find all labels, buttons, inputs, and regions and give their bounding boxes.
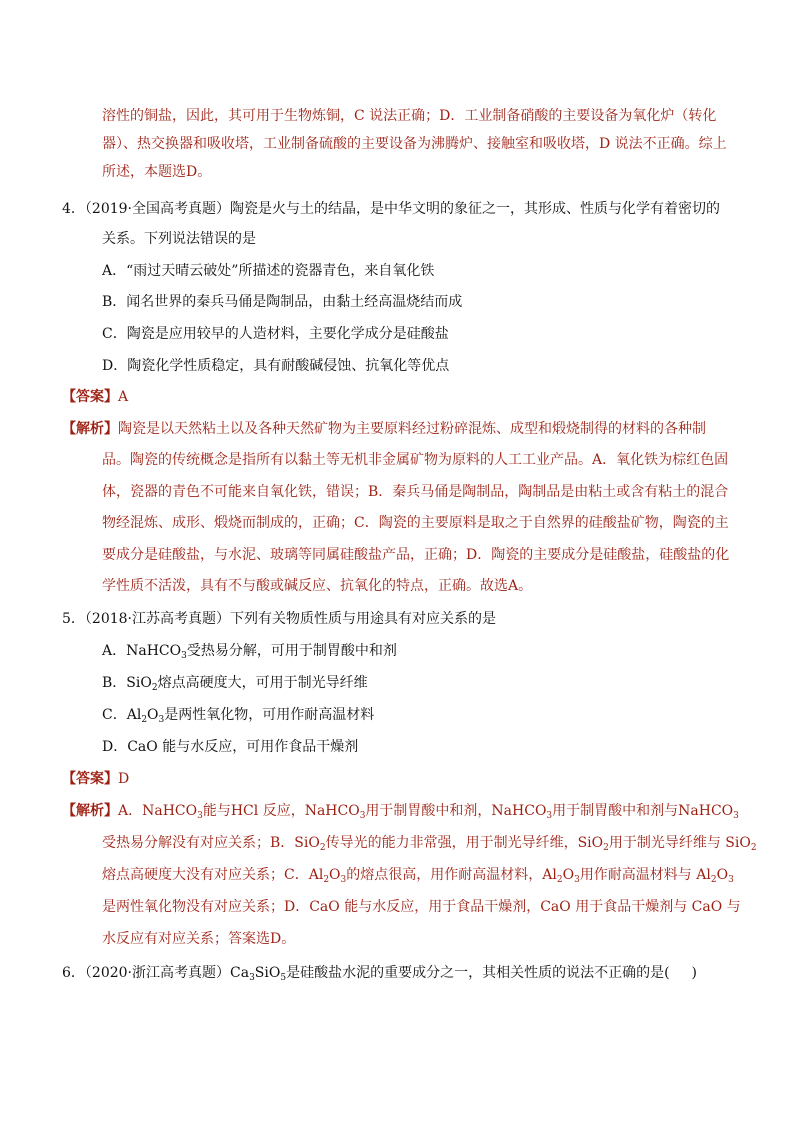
q5-a2-p2: 传导光的能力非常强，用于制光导纤维，SiO <box>325 835 604 851</box>
q5-option-b-label: B． <box>102 675 127 691</box>
q5-a3-s1: 2 <box>323 875 330 885</box>
q4-answer-label: 【答案】 <box>62 389 118 405</box>
prev-analysis-line-2: 器）、热交换器和吸收塔，工业制备硫酸的主要设备为沸腾炉、接触室和吸收塔，D 说法不正确。综上 <box>102 136 727 152</box>
q5-option-d: D．CaO 能与水反应，可用作食品干燥剂 <box>102 739 359 755</box>
q4-analysis-label: 【解析】 <box>62 421 118 437</box>
q5-option-c <box>102 705 794 725</box>
q5-analysis-line-5: 水反应有对应关系；答案选D。 <box>102 931 296 947</box>
q5-a1-s1: 3 <box>197 811 203 821</box>
q5-option-a-sub: 3 <box>181 651 187 661</box>
q5-option-c-sub-2: 3 <box>158 715 165 725</box>
q4-analysis-text-1: 陶瓷是以天然粘土以及各种天然矿物为主要原料经过粉碎混炼、成型和煅烧制得的材料的各种制 <box>118 421 706 437</box>
q4-stem-line-2: 关系。下列说法错误的是 <box>102 231 256 247</box>
q4-analysis-line-3: 体，瓷器的青色不可能来自氧化铁，错误；B．秦兵马俑是陶制品，陶制品是由粘土或含有粘土的混合 <box>102 484 729 500</box>
q5-answer-label: 【答案】 <box>62 771 118 787</box>
q5-analysis-line-4: 是两性氧化物没有对应关系；D．CaO 能与水反应，用于食品干燥剂，CaO 用于食品干燥剂与 CaO 与 <box>102 899 741 915</box>
q5-a3-s3: 2 <box>556 875 563 885</box>
q5-analysis-line-1 <box>62 801 794 821</box>
q5-a3-p5: 用作耐高温材料与 Al <box>579 867 711 883</box>
q5-option-b-chem: SiO <box>126 675 152 691</box>
q4-stem-line-1: 4．（2019·全国高考真题）陶瓷是火与土的结晶，是中华文明的象征之一，其形成、性质与化学有着密切的 <box>62 201 720 217</box>
q4-answer <box>62 387 794 407</box>
q5-a3-s2: 3 <box>340 875 347 885</box>
q5-a2-p3: 用于制光导纤维与 SiO <box>608 835 751 851</box>
q5-a3-s5: 2 <box>710 875 717 885</box>
q5-analysis-line-3 <box>102 865 794 885</box>
q4-analysis-line-2: 品。陶瓷的传统概念是指所有以黏土等无机非金属矿物为原料的人工工业产品。A．氧化铁为棕红色固 <box>102 452 729 468</box>
q4-analysis-line-6: 学性质不活泼，具有不与酸或碱反应、抗氧化的特点，正确。故选A。 <box>102 578 533 594</box>
q6-chem-1: Ca <box>230 965 250 981</box>
q5-a1-p3: 用于制胃酸中和剂，NaHCO <box>365 803 547 819</box>
q5-a1-p2: 能与HCl 反应，NaHCO <box>202 803 360 819</box>
prev-analysis-line-1: 溶性的铜盐，因此，其可用于生物炼铜，C 说法正确；D．工业制备硝酸的主要设备为氧化炉（转化 <box>102 108 717 124</box>
q4-analysis-line-5: 要成分是硅酸盐，与水泥、玻璃等同属硅酸盐产品，正确；D．陶瓷的主要成分是硅酸盐，硅酸盐的化 <box>102 547 730 563</box>
q5-a1-s4: 3 <box>733 811 739 821</box>
q4-analysis-line-4: 物经混炼、成形、煅烧而制成的，正确；C．陶瓷的主要原料是取之于自然界的硅酸盐矿物，陶瓷的主 <box>102 515 729 531</box>
q5-option-c-mid: O <box>147 707 159 723</box>
q6-sub-2: 5 <box>280 973 287 983</box>
q5-option-a-chem: NaHCO <box>126 643 182 659</box>
q5-a3-p1: 熔点高硬度大没有对应关系；C．Al <box>102 867 324 883</box>
q4-answer-value: A <box>118 389 129 405</box>
q5-option-c-sub-1: 2 <box>141 715 148 725</box>
q5-option-c-label: C． <box>102 707 127 723</box>
q6-text: 是硅酸盐水泥的重要成分之一，其相关性质的说法不正确的是( <box>286 965 670 981</box>
q6-source: 6．（2020·浙江高考真题） <box>62 965 230 981</box>
q5-a2-p1: 受热易分解没有对应关系；B．SiO <box>102 835 320 851</box>
q5-option-c-text: 是两性氧化物，可用作耐高温材料 <box>164 707 375 723</box>
q5-a3-s6: 3 <box>728 875 734 885</box>
q4-analysis-line-1 <box>62 419 794 439</box>
q5-analysis-label: 【解析】 <box>62 803 118 819</box>
q5-answer-value: D <box>118 771 130 787</box>
q5-option-c-chem: Al <box>126 707 142 723</box>
q5-answer <box>62 769 794 789</box>
q4-option-a: A．“雨过天晴云破处”所描述的瓷器青色，来自氧化铁 <box>102 263 435 279</box>
q5-a3-s4: 3 <box>574 875 580 885</box>
q5-option-a-text: 受热易分解，可用于制胃酸中和剂 <box>186 643 397 659</box>
q5-a1-s3: 3 <box>546 811 553 821</box>
q5-option-b-text: 熔点高硬度大，可用于制光导纤维 <box>157 675 368 691</box>
q6-sub-1: 3 <box>249 973 255 983</box>
q5-a1-p1: A．NaHCO <box>118 803 198 819</box>
q5-a2-s2: 2 <box>603 843 609 853</box>
q5-a2-s1: 2 <box>319 843 326 853</box>
q5-a2-s3: 2 <box>750 843 757 853</box>
q5-a3-p6: O <box>716 867 729 883</box>
q5-a1-p4: 用于制胃酸中和剂与NaHCO <box>552 803 734 819</box>
q5-option-b-sub: 2 <box>151 683 158 693</box>
q5-a3-p3: 的熔点很高，用作耐高温材料，Al <box>346 867 557 883</box>
q5-analysis-line-2 <box>102 833 794 853</box>
q6-chem-2: SiO <box>254 965 281 981</box>
q4-option-b: B．闻名世界的秦兵马俑是陶制品，由黏土经高温烧结而成 <box>102 294 463 310</box>
q5-stem: 5．（2018·江苏高考真题）下列有关物质性质与用途具有对应关系的是 <box>62 611 496 627</box>
q6-close-paren: ) <box>691 965 698 981</box>
q5-option-b <box>102 673 794 693</box>
q5-option-a <box>102 641 794 661</box>
q5-a3-p2: O <box>329 867 341 883</box>
q5-option-a-label: A． <box>102 643 127 659</box>
q5-a1-s2: 3 <box>359 811 366 821</box>
prev-analysis-line-3: 所述，本题选D。 <box>102 164 212 180</box>
q4-option-d: D．陶瓷化学性质稳定，具有耐酸碱侵蚀、抗氧化等优点 <box>102 358 450 374</box>
q6-stem <box>62 963 794 983</box>
q4-option-c: C．陶瓷是应用较早的人造材料，主要化学成分是硅酸盐 <box>102 326 449 342</box>
q5-a3-p4: O <box>562 867 575 883</box>
